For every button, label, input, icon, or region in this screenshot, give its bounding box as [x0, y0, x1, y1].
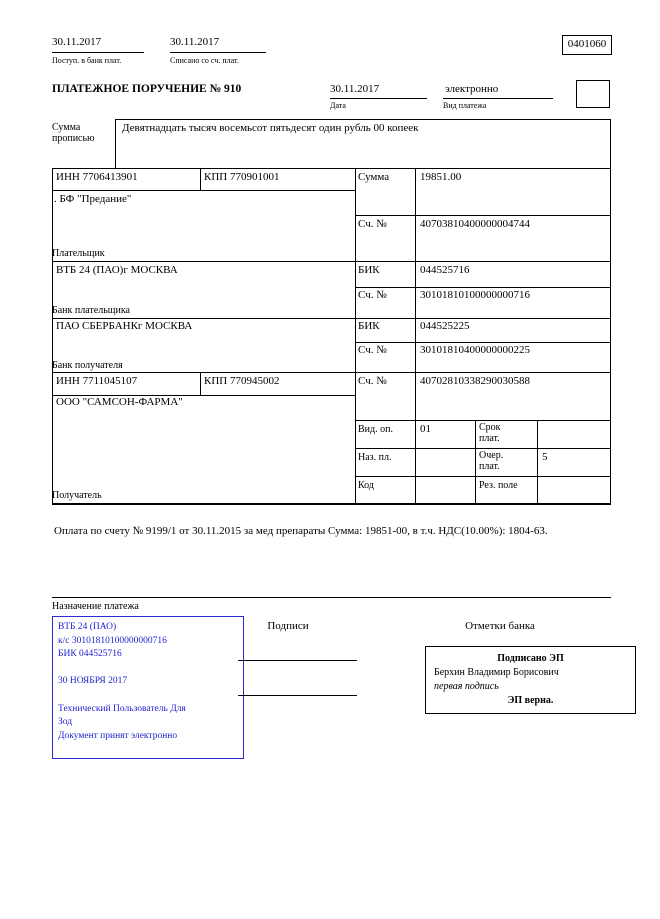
debited-date-label: Списано со сч. плат. — [170, 56, 239, 65]
grid-line — [355, 287, 611, 288]
signature-line — [238, 660, 357, 661]
payer-name: . БФ "Предание" — [54, 193, 132, 205]
payer-bank-account: 30101810100000000716 — [420, 289, 530, 301]
amount-cell-left-border — [115, 119, 116, 168]
payee-name: ООО "САМСОН-ФАРМА" — [56, 396, 183, 408]
payer-kpp: КПП 770901001 — [204, 171, 280, 183]
stamp-line: БИК 044525716 — [58, 649, 122, 660]
amount-value: 19851.00 — [420, 171, 462, 183]
op-kind-value: 01 — [420, 423, 431, 435]
stamp-line: 30 НОЯБРЯ 2017 — [58, 676, 128, 687]
payer-caption: Плательщик — [52, 248, 105, 259]
payment-kind-label: Вид платежа — [443, 101, 487, 110]
payment-kind-underline — [443, 98, 553, 99]
stamp-line — [58, 689, 238, 703]
amount-in-words-label: Сумма прописью — [52, 122, 95, 144]
grid-line — [415, 168, 416, 503]
document-title: ПЛАТЕЖНОЕ ПОРУЧЕНИЕ № 910 — [52, 83, 242, 95]
doc-date: 30.11.2017 — [330, 83, 380, 95]
grid-line — [537, 420, 538, 503]
payer-bank-bik: 044525716 — [420, 264, 470, 276]
grid-line — [355, 342, 611, 343]
payer-bank-bik-label: БИК — [358, 264, 380, 276]
payment-kind: электронно — [445, 83, 499, 95]
amount-label: Сумма — [358, 171, 390, 183]
payee-kpp: КПП 770945002 — [204, 375, 280, 387]
reserve-field-label: Рез. поле — [479, 480, 518, 491]
grid-line — [52, 261, 611, 262]
doc-date-underline — [330, 98, 427, 99]
payment-purpose-text: Оплата по счету № 9199/1 от 30.11.2015 за мед препараты Сумма: 19851-00, в т.ч. НДС(10.00%): 1804-63. — [54, 525, 548, 537]
stamp-line: Зод — [58, 717, 73, 728]
payer-account: 40703810400000004744 — [420, 218, 530, 230]
stamp-line: Технический Пользователь Для — [58, 703, 186, 714]
code-label: Код — [358, 480, 374, 491]
priority-value: 5 — [542, 451, 548, 463]
purpose-caption: Назначение платежа — [52, 601, 139, 612]
payee-inn: ИНН 7711045107 — [56, 375, 138, 387]
grid-line — [355, 168, 356, 503]
purpose-bottom-line — [52, 597, 611, 598]
signature-stamp-box — [425, 646, 636, 714]
purpose-code-label: Наз. пл. — [358, 452, 392, 463]
payer-inn: ИНН 7706413901 — [56, 171, 138, 183]
received-date-underline — [52, 52, 144, 53]
grid-line — [475, 420, 476, 503]
grid-line — [355, 420, 611, 421]
payee-bank-account-label: Сч. № — [358, 344, 387, 356]
received-date-label: Поступ. в банк плат. — [52, 56, 122, 65]
grid-line — [52, 168, 611, 169]
grid-line — [52, 372, 611, 373]
debited-date: 30.11.2017 — [170, 36, 220, 48]
amount-cell-top-border — [115, 119, 610, 120]
payee-bank-name: ПАО СБЕРБАНКг МОСКВА — [56, 320, 193, 332]
payee-account-label: Сч. № — [358, 375, 387, 387]
grid-line — [52, 168, 53, 503]
grid-line — [52, 190, 355, 191]
payer-bank-account-label: Сч. № — [358, 289, 387, 301]
signature-line — [238, 695, 357, 696]
signer-name: Берхин Владимир Борисович — [434, 667, 559, 678]
payer-bank-name: ВТБ 24 (ПАО)г МОСКВА — [56, 264, 178, 276]
pay-term-label: Срок плат. — [479, 422, 501, 444]
doc-date-label: Дата — [330, 101, 346, 110]
op-kind-label: Вид. оп. — [358, 424, 393, 435]
stamp-title: Подписано ЭП — [497, 653, 564, 664]
stamp-line: Документ принят электронно — [58, 730, 178, 741]
payee-caption: Получатель — [52, 490, 102, 501]
grid-line — [200, 372, 201, 395]
form-code-box: 0401060 — [562, 35, 612, 55]
payment-type-box — [576, 80, 610, 108]
payee-bank-bik: 044525225 — [420, 320, 470, 332]
signatures-caption: Подписи — [267, 620, 309, 632]
priority-label: Очер. плат. — [479, 450, 504, 472]
grid-line — [355, 448, 611, 449]
bank-electronic-stamp — [52, 616, 244, 759]
grid-line — [610, 119, 611, 505]
payee-bank-caption: Банк получателя — [52, 360, 123, 371]
grid-line — [200, 168, 201, 190]
grid-line — [52, 318, 611, 319]
payee-bank-account: 30101810400000000225 — [420, 344, 530, 356]
signature-status: ЭП верна. — [507, 695, 554, 706]
received-date: 30.11.2017 — [52, 36, 102, 48]
stamp-line — [58, 662, 238, 676]
grid-line — [355, 476, 611, 477]
stamp-line: к/с 30101810100000000716 — [58, 635, 167, 646]
table-bottom-line — [52, 503, 611, 505]
payee-bank-bik-label: БИК — [358, 320, 380, 332]
grid-line — [355, 215, 611, 216]
debited-date-underline — [170, 52, 266, 53]
payer-bank-caption: Банк плательщика — [52, 305, 130, 316]
bank-marks-caption: Отметки банка — [465, 620, 535, 632]
stamp-line: ВТБ 24 (ПАО) — [58, 622, 117, 632]
payee-account: 40702810338290030588 — [420, 375, 530, 387]
amount-in-words-value: Девятнадцать тысяч восемьсот пятьдесят один рубль 00 копеек — [122, 122, 419, 134]
payer-account-label: Сч. № — [358, 218, 387, 230]
signature-kind: первая подпись — [434, 681, 499, 692]
